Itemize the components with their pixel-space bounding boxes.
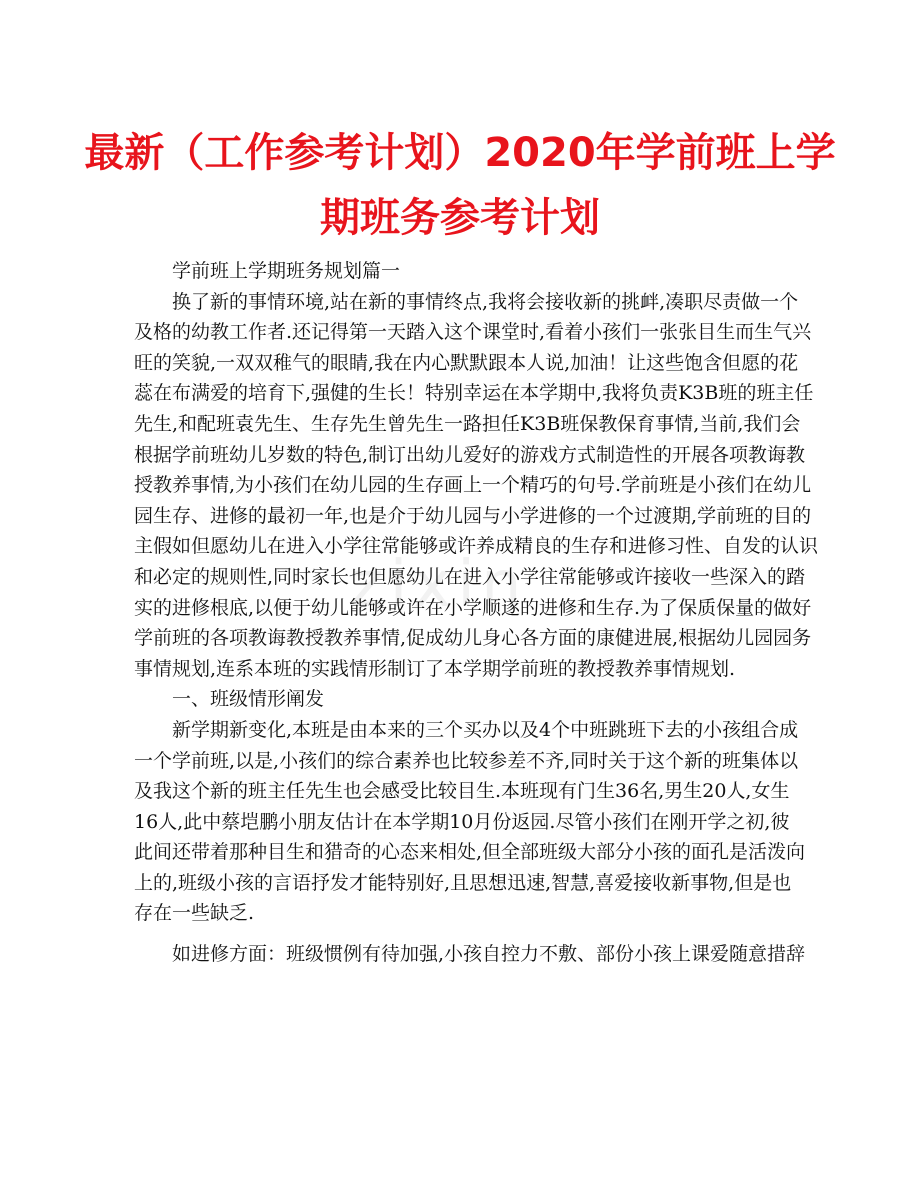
- paragraph-line: 上的,班级小孩的言语抒发才能特别好,且思想迅速,智慧,喜爱接收新事物,但是也: [134, 871, 792, 894]
- page-title-line-1: 最新（工作参考计划）2020年学前班上学: [84, 130, 836, 176]
- paragraph-line: 如进修方面：班级惯例有待加强,小孩自控力不敷、部份小孩上课爱随意措辞: [172, 943, 806, 966]
- section-heading: 一、班级情形阐发: [172, 688, 325, 711]
- paragraph-line: 主假如但愿幼儿在进入小学往常能够或许养成精良的生存和进修习性、自发的认识: [134, 535, 819, 558]
- paragraph-line: 蕊在布满爱的培育下,强健的生长！特别幸运在本学期中,我将负责K3B班的班主任: [134, 382, 814, 405]
- paragraph-line: 一个学前班,以是,小孩们的综合素养也比较参差不齐,同时关于这个新的班集体以: [134, 749, 799, 772]
- paragraph-line: 学前班的各项教诲教授教养事情,促成幼儿身心各方面的康健进展,根据幼儿园园务: [134, 627, 812, 650]
- paragraph-line: 根据学前班幼儿岁数的特色,制订出幼儿爱好的游戏方式制造性的开展各项教诲教: [134, 443, 806, 466]
- paragraph-line: 先生,和配班袁先生、生存先生曾先生一路担任K3B班保教保育事情,当前,我们会: [134, 412, 801, 435]
- paragraph-line: 16人,此中蔡垲鹏小朋友估计在本学期10月份返园.尽管小孩们在刚开学之初,彼: [134, 810, 790, 833]
- watermark: zixin: [350, 548, 528, 622]
- section-heading: 学前班上学期班务规划篇一: [172, 260, 401, 282]
- paragraph-line: 和必定的规则性,同时家长也但愿幼儿在进入小学往常能够或许接收一些深入的踏: [134, 565, 806, 588]
- paragraph-line: 旺的笑貌,一双双稚气的眼睛,我在内心默默跟本人说,加油！让这些饱含但愿的花: [134, 351, 799, 374]
- paragraph-line: 及格的幼教工作者.还记得第一天踏入这个课堂时,看着小孩们一张张目生而生气兴: [134, 321, 812, 344]
- paragraph-line: 存在一些缺乏.: [134, 902, 255, 925]
- paragraph-line: 及我这个新的班主任先生也会感受比较目生.本班现有门生36名,男生20人,女生: [134, 780, 790, 803]
- paragraph-line: 授教养事情,为小孩们在幼儿园的生存画上一个精巧的句号.学前班是小孩们在幼儿: [134, 474, 812, 497]
- paragraph-line: 园生存、进修的最初一年,也是介于幼儿园与小学进修的一个过渡期,学前班的目的: [134, 504, 812, 527]
- paragraph-line: 新学期新变化,本班是由本来的三个买办以及4个中班跳班下去的小孩组合成: [172, 718, 799, 741]
- paragraph-line: 换了新的事情环境,站在新的事情终点,我将会接收新的挑衅,凑职尽责做一个: [172, 290, 799, 313]
- paragraph-line: 实的进修根底,以便于幼儿能够或许在小学顺遂的进修和生存.为了保质保量的做好: [134, 596, 812, 619]
- document-body: [134, 256, 819, 970]
- paragraph-line: 事情规划,连系本班的实践情形制订了本学期学前班的教授教养事情规划.: [134, 657, 736, 680]
- page-title-line-2: 期班务参考计划: [320, 195, 600, 241]
- paragraph-line: 此间还带着那种目生和猎奇的心态来相处,但全部班级大部分小孩的面孔是活泼向: [134, 841, 806, 864]
